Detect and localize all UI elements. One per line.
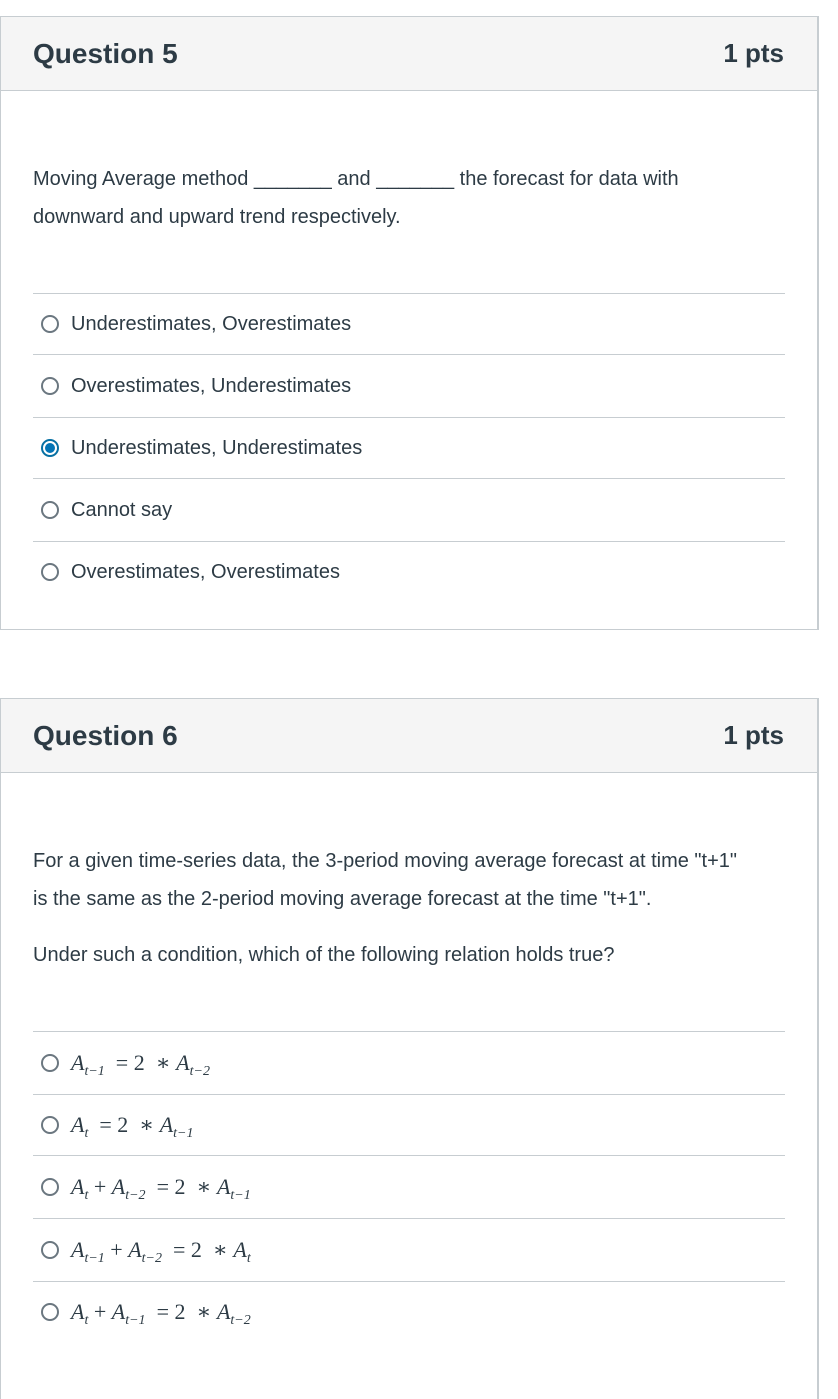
radio-icon[interactable] <box>41 1116 59 1134</box>
answer-option[interactable] <box>33 541 785 602</box>
radio-icon[interactable] <box>41 1241 59 1259</box>
answer-label: Overestimates, Underestimates <box>71 374 352 397</box>
answer-option[interactable] <box>33 1094 785 1155</box>
radio-icon[interactable] <box>41 501 59 519</box>
question-title: Question 5 <box>33 37 178 69</box>
question-text-line: For a given time-series data, the 3-period moving average forecast at time "t+1" <box>33 850 737 872</box>
answer-option[interactable] <box>33 417 785 478</box>
answer-list <box>33 293 785 602</box>
answer-option[interactable] <box>33 1031 785 1094</box>
question-5-card <box>0 16 819 630</box>
question-text <box>33 160 793 236</box>
answer-option[interactable] <box>33 478 785 541</box>
answer-math: $A_t + A_{t-1} = 2$ ∗ $A_{t-2}$ <box>71 1299 251 1328</box>
answer-math: $A_t = 2$ ∗ $A_{t-1}$ <box>71 1112 194 1141</box>
question-header <box>1 699 817 773</box>
radio-icon[interactable] <box>41 315 59 333</box>
question-header <box>1 17 817 91</box>
radio-icon[interactable] <box>41 1303 59 1321</box>
question-text-line: Moving Average method _______ and _______ the forecast for data with <box>33 168 679 190</box>
radio-icon[interactable] <box>41 1054 59 1072</box>
answer-label: Underestimates, Overestimates <box>71 312 352 335</box>
question-text-line: is the same as the 2-period moving average forecast at the time "t+1". <box>33 888 652 910</box>
question-6-card <box>0 698 819 1399</box>
answer-option[interactable] <box>33 1281 785 1342</box>
radio-icon[interactable] <box>41 1178 59 1196</box>
radio-icon[interactable] <box>41 377 59 395</box>
answer-option[interactable] <box>33 1218 785 1281</box>
answer-label: Overestimates, Overestimates <box>71 560 340 583</box>
question-text-line: downward and upward trend respectively. <box>33 206 401 228</box>
question-title: Question 6 <box>33 719 178 751</box>
answer-math: $A_{t-1} + A_{t-2} = 2$ ∗ $A_t$ <box>71 1237 251 1266</box>
radio-selected-icon[interactable] <box>41 439 59 457</box>
answer-label: Underestimates, Underestimates <box>71 436 363 459</box>
answer-math: $A_{t-1} = 2$ ∗ $A_{t-2}$ <box>71 1050 210 1079</box>
question-points: 1 pts <box>723 38 784 68</box>
radio-icon[interactable] <box>41 563 59 581</box>
answer-option[interactable] <box>33 293 785 354</box>
answer-option[interactable] <box>33 354 785 417</box>
answer-label: Cannot say <box>71 498 173 521</box>
question-points: 1 pts <box>723 720 784 750</box>
answer-option[interactable] <box>33 1155 785 1218</box>
answer-list <box>33 1031 785 1342</box>
question-text-line: Under such a condition, which of the following relation holds true? <box>33 944 615 966</box>
question-text <box>33 842 793 974</box>
answer-math: $A_t + A_{t-2} = 2$ ∗ $A_{t-1}$ <box>71 1174 251 1203</box>
